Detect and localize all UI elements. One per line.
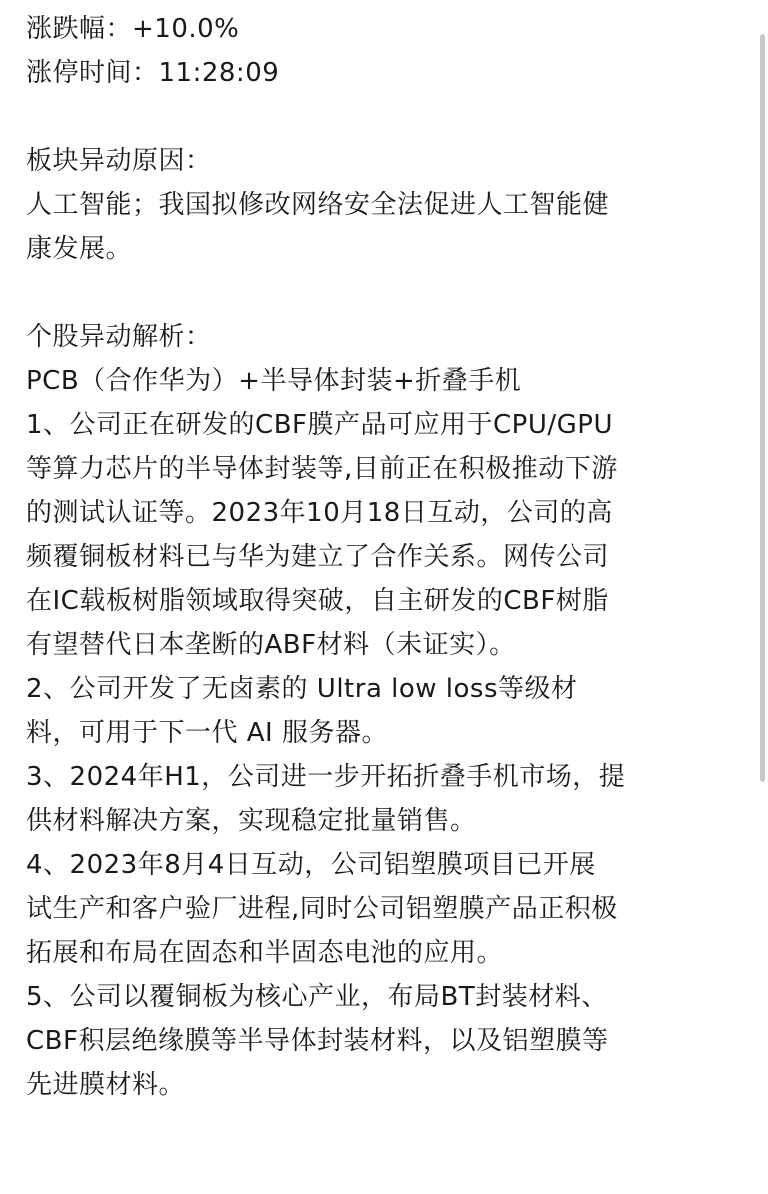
analysis-item-line: 3、2024年H1，公司进一步开拓折叠手机市场，提 bbox=[26, 762, 626, 792]
analysis-item-line: 的测试认证等。2023年10月18日互动，公司的高 bbox=[26, 498, 613, 528]
limit-up-time-line: 涨停时间：11:28:09 bbox=[26, 58, 280, 88]
sector-reason-line: 人工智能；我国拟修改网络安全法促进人工智能健 bbox=[26, 190, 610, 220]
analysis-item-line: 先进膜材料。 bbox=[26, 1070, 186, 1100]
change-percent-line: 涨跌幅：+10.0% bbox=[26, 14, 240, 44]
analysis-item-line: 拓展和布局在固态和半固态电池的应用。 bbox=[26, 938, 504, 968]
article-body bbox=[26, 7, 744, 1107]
analysis-item-4 bbox=[26, 843, 744, 975]
analysis-item-line: 4、2023年8月4日互动，公司铝塑膜项目已开展 bbox=[26, 850, 596, 880]
analysis-item-line: CBF积层绝缘膜等半导体封装材料，以及铝塑膜等 bbox=[26, 1026, 609, 1056]
analysis-item-line: 试生产和客户验厂进程,同时公司铝塑膜产品正积极 bbox=[26, 894, 618, 924]
sector-heading: 板块异动原因： bbox=[26, 146, 212, 176]
analysis-item-5 bbox=[26, 975, 744, 1107]
analysis-item-line: 等算力芯片的半导体封装等,目前正在积极推动下游 bbox=[26, 454, 618, 484]
analysis-item-line: 1、公司正在研发的CBF膜产品可应用于CPU/GPU bbox=[26, 410, 613, 440]
analysis-item-line: 5、公司以覆铜板为核心产业，布局BT封装材料、 bbox=[26, 982, 608, 1012]
blank-line bbox=[26, 271, 744, 315]
analysis-item-line: 有望替代日本垄断的ABF材料（未证实）。 bbox=[26, 630, 516, 660]
analysis-item-line: 料，可用于下一代 AI 服务器。 bbox=[26, 718, 388, 748]
analysis-item-line: 在IC载板树脂领域取得突破，自主研发的CBF树脂 bbox=[26, 586, 609, 616]
blank-line bbox=[26, 95, 744, 139]
sector-reason-line: 康发展。 bbox=[26, 234, 133, 264]
analysis-themes: PCB（合作华为）+半导体封装+折叠手机 bbox=[26, 366, 522, 396]
analysis-item-2 bbox=[26, 667, 744, 755]
analysis-item-line: 频覆铜板材料已与华为建立了合作关系。网传公司 bbox=[26, 542, 610, 572]
analysis-item-1 bbox=[26, 403, 744, 667]
vertical-scrollbar[interactable] bbox=[760, 34, 765, 782]
analysis-item-line: 供材料解决方案，实现稳定批量销售。 bbox=[26, 806, 477, 836]
analysis-item-3 bbox=[26, 755, 744, 843]
analysis-item-line: 2、公司开发了无卤素的 Ultra low loss等级材 bbox=[26, 674, 578, 704]
analysis-heading: 个股异动解析： bbox=[26, 322, 212, 352]
